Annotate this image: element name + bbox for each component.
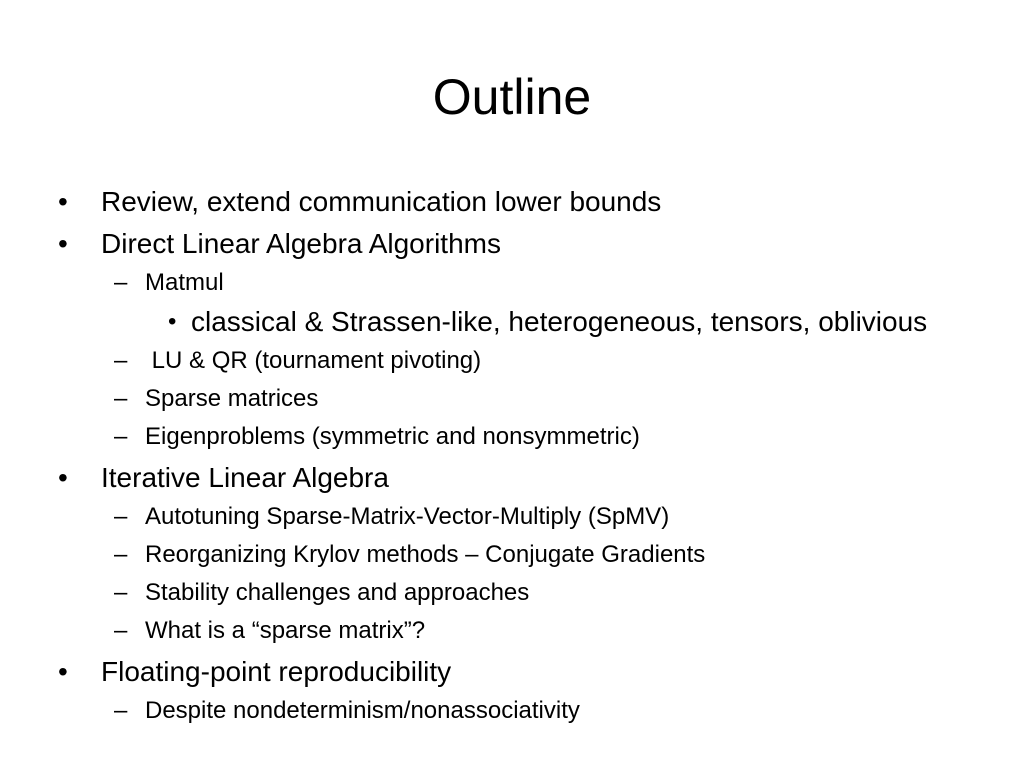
list-item-text: classical & Strassen-like, heterogeneous, tensors, oblivious [191,306,928,337]
list-item-text: Despite nondeterminism/nonassociativity [145,697,580,724]
dash-marker: – [114,697,128,724]
list-subitem-spmv [56,498,1016,536]
dash-marker: – [114,385,128,412]
list-subitem-eigen [56,418,1016,456]
list-item-text: Floating-point reproducibility [101,656,452,687]
list-item-review-bounds [56,182,1016,222]
list-subitem-nondeterminism [56,692,1016,730]
list-item-text: Review, extend communication lower bounds [101,186,662,217]
dash-marker: – [114,269,128,296]
list-item-text: Matmul [145,269,224,296]
list-subitem-sparse-matrix-q [56,612,1016,650]
list-item-floating-point [56,652,1016,692]
list-item-text: What is a “sparse matrix”? [145,617,426,644]
list-subitem-stability [56,574,1016,612]
list-item-iterative-la [56,458,1016,498]
bullet-marker: • [58,462,68,493]
slide-title: Outline [432,69,592,125]
bullet-marker: • [58,656,68,687]
list-item-text: Sparse matrices [145,385,319,412]
bullet-marker: • [58,228,68,259]
list-item-text: Reorganizing Krylov methods – Conjugate Gradients [145,541,706,568]
outline-list [56,180,1016,730]
list-item-direct-la [56,224,1016,264]
list-item-text: Stability challenges and approaches [145,579,530,606]
list-subitem-sparse [56,380,1016,418]
list-item-text: LU & QR (tournament pivoting) [145,347,482,374]
bullet-marker: • [168,308,177,335]
list-item-text: Iterative Linear Algebra [101,462,389,493]
list-item-text: Direct Linear Algebra Algorithms [101,228,501,259]
dash-marker: – [114,541,128,568]
dash-marker: – [114,347,128,374]
list-subsubitem-classical [56,302,1016,342]
dash-marker: – [114,423,128,450]
list-item-text: Autotuning Sparse-Matrix-Vector-Multiply (SpMV) [145,503,670,530]
list-subitem-lu-qr [56,342,1016,380]
list-subitem-matmul [56,264,1016,302]
bullet-marker: • [58,186,68,217]
dash-marker: – [114,579,128,606]
list-subitem-krylov [56,536,1016,574]
list-item-text: Eigenproblems (symmetric and nonsymmetric) [145,423,640,450]
dash-marker: – [114,617,128,644]
dash-marker: – [114,503,128,530]
